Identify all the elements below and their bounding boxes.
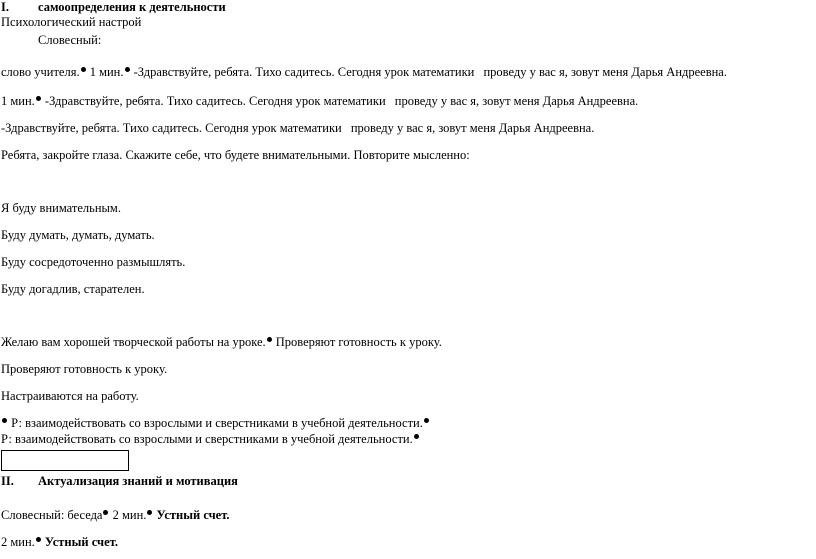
bullet-icon bbox=[81, 67, 86, 72]
bullet-icon bbox=[267, 337, 272, 342]
section1-method: Словесный: bbox=[38, 33, 102, 47]
section2-number: II. bbox=[1, 474, 14, 488]
section2-title: Актуализация знаний и мотивация bbox=[38, 474, 238, 488]
bullet-icon bbox=[103, 510, 108, 515]
teacher-word-greeting-tail: проведу у вас я, зовут меня Дарья Андреевна. bbox=[483, 65, 727, 79]
verbal-time: 2 мин. bbox=[112, 508, 147, 522]
teacher-word-greeting: -Здравствуйте, ребята. Тихо садитесь. Сегодня урок математики bbox=[133, 65, 475, 79]
verbal-label: Устный счет. bbox=[156, 508, 230, 522]
bullet-icon bbox=[2, 418, 7, 423]
section1-subtitle: Психологический настрой bbox=[1, 15, 142, 29]
greeting-line-text: -Здравствуйте, ребята. Тихо садитесь. Сегодня урок математики bbox=[1, 121, 342, 135]
wish-text: Желаю вам хорошей творческой работы на уроке. bbox=[1, 335, 266, 349]
instruction-text: Ребята, закройте глаза. Скажите себе, что будете внимательными. Повторите мысленно: bbox=[1, 148, 470, 162]
section2-heading bbox=[1, 474, 238, 489]
last-line bbox=[1, 535, 118, 550]
affirmation-item: Буду думать, думать, думать. bbox=[1, 228, 155, 242]
empty-table-cell bbox=[1, 450, 129, 471]
bullet-icon bbox=[147, 510, 152, 515]
affirmation-item: Буду сосредоточенно размышлять. bbox=[1, 255, 186, 269]
time-line-time: 1 мин. bbox=[1, 94, 35, 108]
bullet-icon bbox=[36, 537, 41, 542]
tune-in-text: Настраиваются на работу. bbox=[1, 389, 139, 403]
bullet-icon bbox=[424, 418, 429, 423]
regulatory-text-1: Р: взаимодействовать со взрослыми и сверстниками в учебной деятельности. bbox=[11, 416, 423, 430]
section1-number: I. bbox=[1, 0, 9, 14]
time-line bbox=[1, 94, 638, 109]
regulatory-text-2: Р: взаимодействовать со взрослыми и сверстниками в учебной деятельности. bbox=[1, 432, 413, 446]
greeting-line-tail: проведу у вас я, зовут меня Дарья Андреевна. bbox=[350, 121, 595, 135]
greeting-line bbox=[1, 121, 594, 136]
time-line-greeting: -Здравствуйте, ребята. Тихо садитесь. Сегодня урок математики bbox=[44, 94, 386, 108]
affirmation-item: Буду догадлив, старателен. bbox=[1, 282, 145, 296]
section1-title: самоопределения к деятельности bbox=[38, 0, 226, 14]
verbal-line bbox=[1, 508, 230, 523]
affirmation-item: Я буду внимательным. bbox=[1, 201, 121, 215]
wish-line bbox=[1, 335, 442, 350]
wish-tail: Проверяют готовность к уроку. bbox=[275, 335, 442, 349]
last-line-label: Устный счет. bbox=[44, 535, 118, 549]
teacher-word-time: 1 мин. bbox=[89, 65, 124, 79]
verbal-prefix: Словесный: беседа bbox=[1, 508, 103, 522]
section1-heading bbox=[1, 0, 226, 15]
regulatory-line-1 bbox=[1, 416, 430, 431]
last-line-time: 2 мин. bbox=[1, 535, 35, 549]
check-ready-text: Проверяют готовность к уроку. bbox=[1, 362, 168, 376]
teacher-word-line bbox=[1, 65, 727, 80]
teacher-word-prefix: слово учителя. bbox=[1, 65, 80, 79]
time-line-greeting-tail: проведу у вас я, зовут меня Дарья Андреевна. bbox=[394, 94, 639, 108]
bullet-icon bbox=[36, 96, 41, 101]
regulatory-line-2 bbox=[1, 432, 420, 447]
bullet-icon bbox=[414, 434, 419, 439]
bullet-icon bbox=[125, 67, 130, 72]
